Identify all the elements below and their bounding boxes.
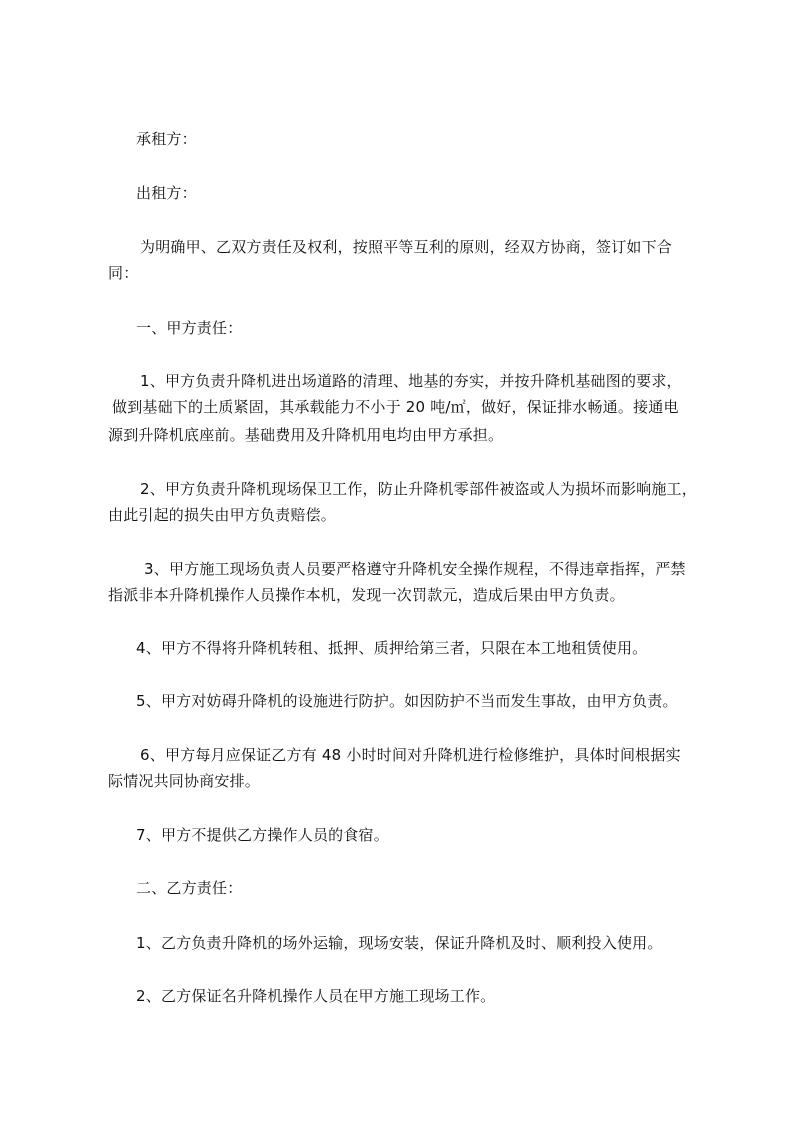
section-a-item-7: 7、甲方不提供乙方操作人员的食宿。 — [136, 826, 389, 844]
section-b-item-2: 2、乙方保证名升降机操作人员在甲方施工现场工作。 — [136, 987, 496, 1005]
section-b-item-1: 1、乙方负责升降机的场外运输，现场安装，保证升降机及时、顺利投入使用。 — [136, 934, 663, 952]
section-a-item-4: 4、甲方不得将升降机转租、抵押、质押给第三者，只限在本工地租赁使用。 — [136, 639, 648, 657]
section-a-heading: 一、甲方责任： — [136, 319, 243, 337]
section-a-item-2-line-2: 由此引起的损失由甲方负责赔偿。 — [108, 506, 337, 524]
section-a-item-5: 5、甲方对妨碍升降机的设施进行防护。如因防护不当而发生事故，由甲方负责。 — [136, 692, 678, 710]
lessor-label: 出租方： — [136, 184, 197, 202]
section-a-item-3-line-1: 3、甲方施工现场负责人员要严格遵守升降机安全操作规程，不得违章指挥，严禁 — [144, 560, 686, 578]
section-a-item-6-line-1: 6、甲方每月应保证乙方有 48 小时时间对升降机进行检修维护，具体时间根据实 — [140, 746, 681, 764]
section-a-item-1-line-3: 源到升降机底座前。基础费用及升降机用电均由甲方承担。 — [108, 426, 504, 444]
section-a-item-1-line-1: 1、甲方负责升降机进出场道路的清理、地基的夯实，并按升降机基础图的要求， — [140, 372, 682, 390]
section-a-item-1-line-2: 做到基础下的土质紧固，其承载能力不小于 20 吨/㎡，做好，保证排水畅通。接通电 — [112, 398, 679, 416]
section-a-item-3-line-2: 指派非本升降机操作人员操作本机，发现一次罚款元，造成后果由甲方负责。 — [108, 586, 625, 604]
intro-line-2: 同： — [108, 264, 139, 282]
section-a-item-2-line-1: 2、甲方负责升降机现场保卫工作，防止升降机零部件被盗或人为损坏而影响施工， — [140, 480, 697, 498]
section-b-heading: 二、乙方责任： — [136, 879, 243, 897]
intro-line-1: 为明确甲、乙双方责任及权利，按照平等互利的原则，经双方协商，签订如下合 — [140, 238, 673, 256]
section-a-item-6-line-2: 际情况共同协商安排。 — [108, 772, 261, 790]
lessee-label: 承租方： — [136, 130, 197, 148]
